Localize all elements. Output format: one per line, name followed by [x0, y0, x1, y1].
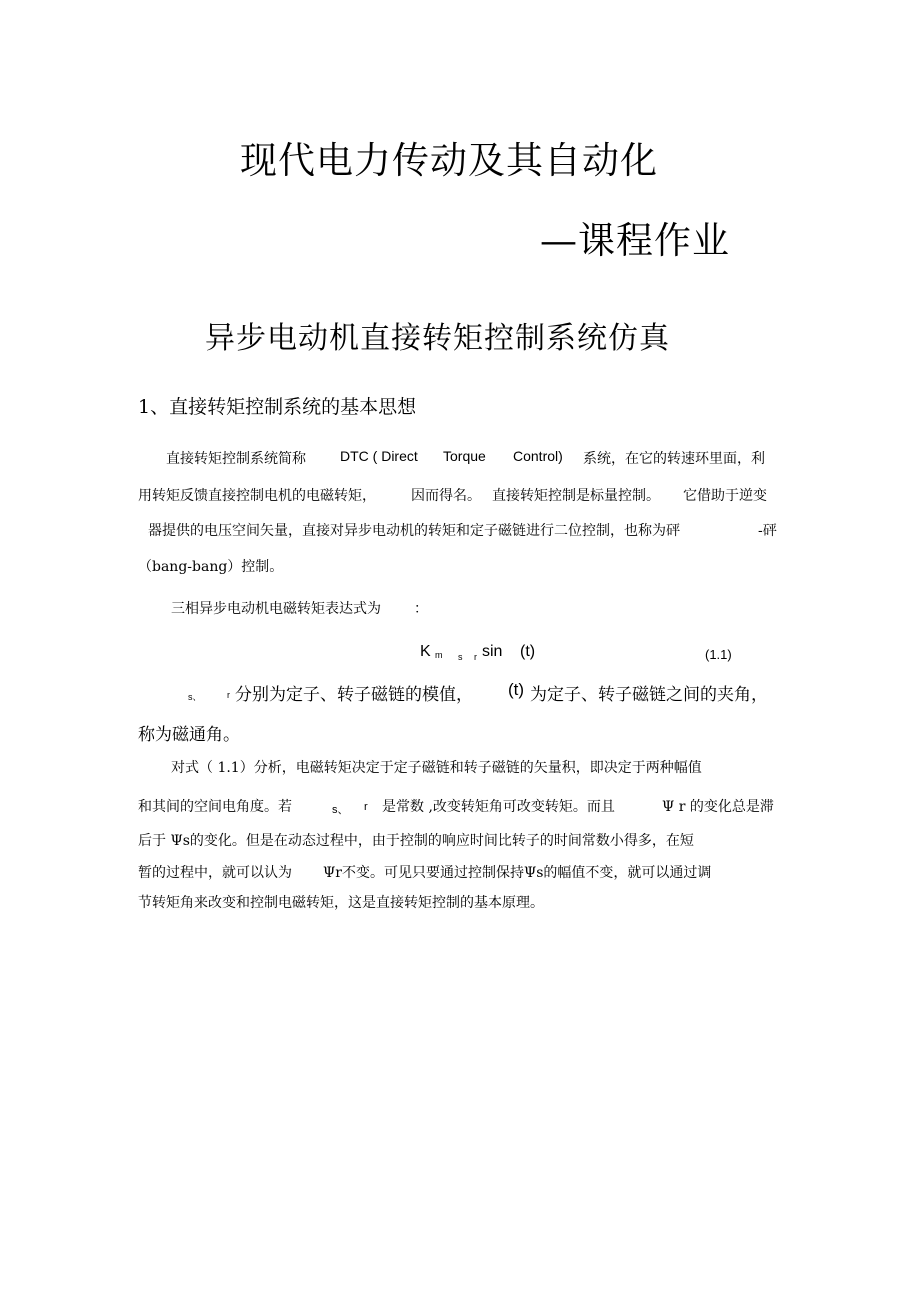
p4-line2-s: s、	[332, 804, 349, 816]
p1-line1-text-a: 直接转矩控制系统简称	[166, 451, 306, 467]
p3-r-sub: r	[227, 690, 230, 700]
formula-number: (1.1)	[705, 647, 732, 662]
p4-line3: 后于 Ψs的变化。但是在动态过程中，由于控制的响应时间比转子的时间常数小得多，在短	[138, 833, 694, 849]
p3-t: (t)	[508, 680, 525, 699]
p1-line2-text-c: 直接转矩控制是标量控制。	[492, 488, 660, 504]
formula-r-sub: r	[474, 652, 477, 662]
p4-line2-text-c: Ψ r 的变化总是滞	[662, 799, 774, 815]
p2-colon: ：	[414, 601, 428, 617]
p3-s-sub: s、	[188, 692, 202, 702]
title-line-2: —课程作业	[540, 219, 730, 262]
p4-line4-text-b: Ψr不变。可见只要通过控制保持Ψs的幅值不变，就可以通过调	[323, 865, 712, 881]
p3-line2: 称为磁通角。	[138, 725, 240, 745]
document-subtitle: 异步电动机直接转矩控制系统仿真	[205, 321, 670, 356]
formula-t: (t)	[520, 643, 536, 660]
p1-line1-dtc: DTC ( Direct	[340, 448, 418, 464]
p1-line1-torque: Torque	[443, 448, 486, 464]
p1-line1-text-b: 系统，在它的转速环里面，利	[583, 451, 765, 467]
p1-line1-control: Control)	[513, 448, 563, 464]
p4-line2-text-a: 和其间的空间电角度。若	[138, 799, 292, 815]
p4-line2-text-b: 是常数 ,改变转矩角可改变转矩。而且	[382, 799, 615, 815]
p4-line1: 对式（ 1.1）分析，电磁转矩决定于定子磁链和转子磁链的矢量积，即决定于两种幅值	[171, 760, 702, 776]
p1-line4: （bang-bang）控制。	[138, 559, 284, 575]
p1-line3-text-b: -砰	[758, 523, 777, 539]
p3-text-a: 分别为定子、转子磁链的模值，	[235, 685, 473, 705]
p1-line2-text-b: 因而得名。	[411, 488, 481, 504]
formula-k: K	[420, 643, 431, 660]
p1-line3-text-a: 器提供的电压空间矢量，直接对异步电动机的转矩和定子磁链进行二位控制，也称为砰	[148, 523, 680, 539]
formula-s-sub: s	[458, 652, 463, 662]
p3-text-b: 为定子、转子磁链之间的夹角，	[530, 685, 768, 705]
formula-sin: sin	[482, 643, 503, 660]
section-heading: 1、直接转矩控制系统的基本思想	[138, 396, 417, 418]
p1-line2-text-a: 用转矩反馈直接控制电机的电磁转矩，	[138, 488, 376, 504]
p1-line2-text-d: 它借助于逆变	[683, 488, 767, 504]
p4-line5: 节转矩角来改变和控制电磁转矩，这是直接转矩控制的基本原理。	[138, 895, 544, 911]
formula-m-sub: m	[435, 650, 443, 660]
p4-line4-text-a: 暂的过程中，就可以认为	[138, 865, 292, 881]
p4-line2-r: r	[364, 801, 368, 813]
title-line-1: 现代电力传动及其自动化	[240, 139, 658, 182]
p2-text: 三相异步电动机电磁转矩表达式为	[171, 601, 381, 617]
